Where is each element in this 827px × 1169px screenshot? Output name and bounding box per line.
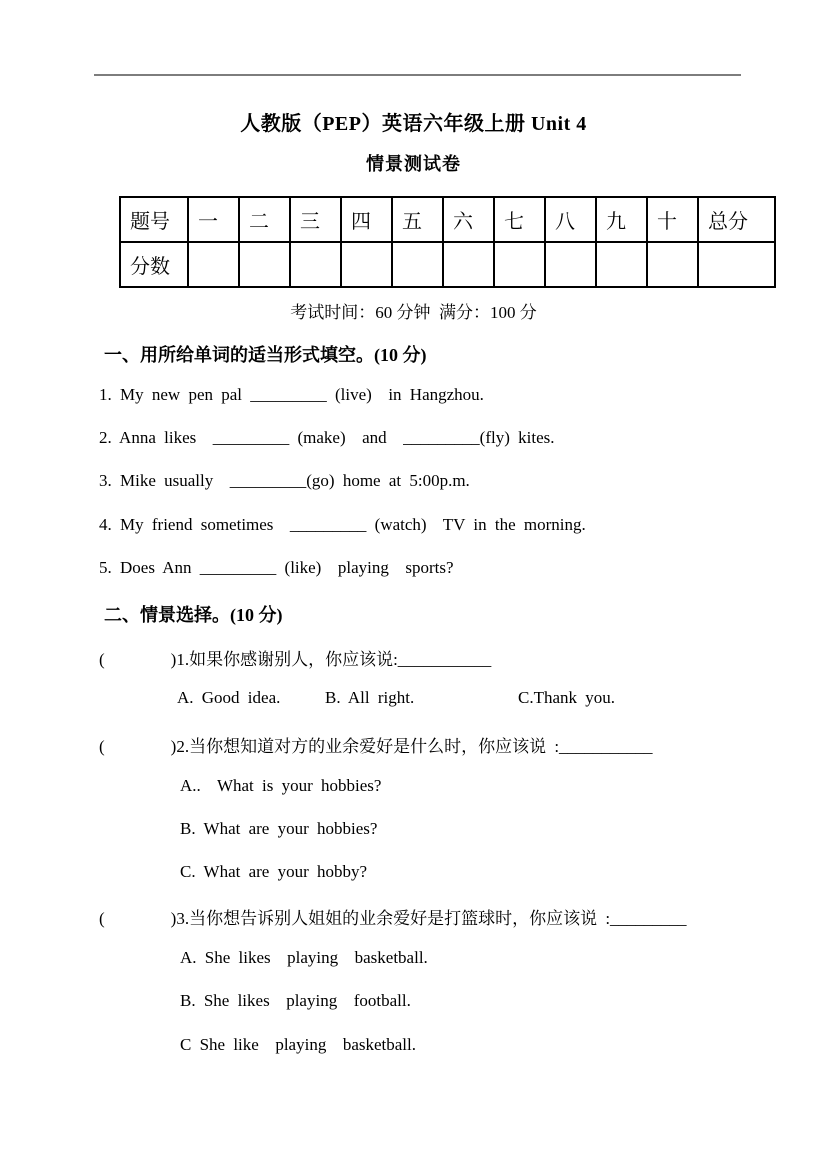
page-subtitle: 情景测试卷 [366,154,461,174]
score-cell [647,242,698,287]
score-table-header-cell: 二 [239,197,290,242]
section2-q2-option-c: C. What are your hobby? [180,862,368,881]
score-cell [494,242,545,287]
score-table-header-cell: 十 [647,197,698,242]
score-table-header-cell: 五 [392,197,443,242]
score-cell [341,242,392,287]
score-cell [290,242,341,287]
section2-q2-option-a: A.. What is your hobbies? [180,776,382,795]
section1-question-4: 4. My friend sometimes _________ (watch) TV in the morning. [99,515,586,534]
page-title: 人教版（PEP）英语六年级上册 Unit 4 [240,113,587,135]
score-cell [392,242,443,287]
section2-q3-option-a: A. She likes playing basketball. [180,948,428,967]
score-table [119,196,776,288]
section2-question-2: ( )2.当你想知道对方的业余爱好是什么时，你应该说 :___________ [99,737,653,756]
section2-q1-option-b: B. All right. [325,688,415,707]
section2-q3-option-b: B. She likes playing football. [180,991,411,1010]
score-table-header-cell: 总分 [698,197,775,242]
score-table-header-cell: 八 [545,197,596,242]
section1-question-1: 1. My new pen pal _________ (live) in Hangzhou. [99,385,484,404]
section2-q3-option-c: C She like playing basketball. [180,1035,416,1054]
score-row-label: 分数 [120,242,188,287]
section2-q1-option-c: C.Thank you. [518,688,616,707]
section2-q1-option-a: A. Good idea. [177,688,281,707]
score-table-score-row [120,242,775,287]
section1-heading: 一、用所给单词的适当形式填空。(10 分) [104,345,427,365]
score-cell [698,242,775,287]
section1-question-2: 2. Anna likes _________ (make) and _________(fly) kites. [99,428,555,447]
exam-info: 考试时间：60 分钟 满分：100 分 [290,303,537,322]
score-table-header-cell: 九 [596,197,647,242]
score-table-header-cell: 三 [290,197,341,242]
score-cell [596,242,647,287]
score-table-header-cell: 题号 [120,197,188,242]
score-table-header-cell: 七 [494,197,545,242]
score-cell [239,242,290,287]
score-cell [188,242,239,287]
section2-question-1: ( )1.如果你感谢别人，你应该说:___________ [99,650,492,669]
section2-heading: 二、情景选择。(10 分) [104,605,283,625]
section1-question-5: 5. Does Ann _________ (like) playing sports? [99,558,454,577]
score-cell [545,242,596,287]
section2-question-3: ( )3.当你想告诉别人姐姐的业余爱好是打篮球时，你应该说 :_________ [99,909,687,928]
section2-q2-option-b: B. What are your hobbies? [180,819,378,838]
section1-question-3: 3. Mike usually _________(go) home at 5:00p.m. [99,471,470,490]
score-table-header-cell: 四 [341,197,392,242]
score-table-header-row [120,197,775,242]
score-table-header-cell: 六 [443,197,494,242]
score-cell [443,242,494,287]
top-divider-line [94,74,741,76]
score-table-header-cell: 一 [188,197,239,242]
